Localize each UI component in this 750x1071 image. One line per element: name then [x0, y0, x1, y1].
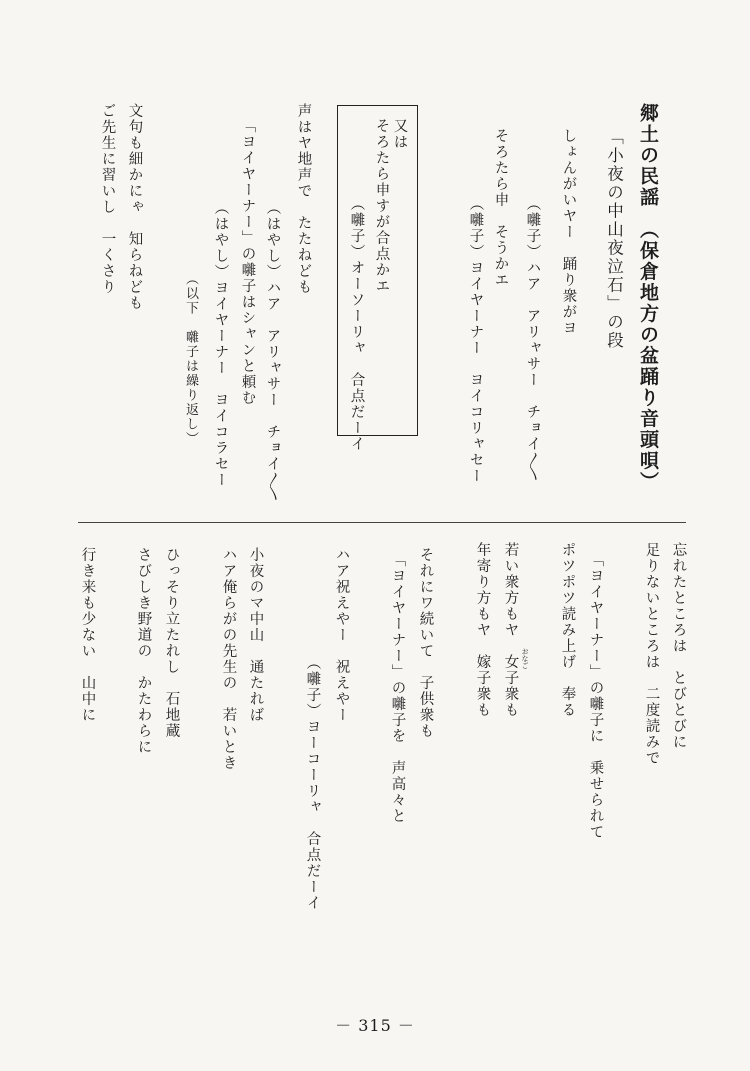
- song-title: 郷土の民謡 （保倉地方の盆踊り音頭唄）: [637, 103, 659, 493]
- box-chorus-line: （囃子）オーソーリャ 合点だーイ: [348, 196, 365, 452]
- verse-line: ひっそり立たれし 石地蔵: [163, 547, 180, 739]
- chorus-line: （囃子）ハア アリャサー チョイ〳〵: [524, 196, 541, 483]
- furigana-onago: おなご: [521, 648, 529, 669]
- verse-line: 「ヨイヤーナー」の囃子を 声高々と: [389, 552, 406, 824]
- verse-line: そろたら申 そうかエ: [492, 128, 509, 288]
- chorus-call-line: ハア祝えやー 祝えやー: [333, 547, 350, 723]
- box-line: そろたら申すが合点かエ: [373, 118, 390, 294]
- page-number: － 315 －: [335, 1016, 415, 1035]
- verse-line: ご先生に習いし 一くさり: [99, 103, 116, 295]
- verse-line: 文句も細かにゃ 知らねども: [126, 103, 143, 311]
- verse-line: ハア俺らがの先生の 若いとき: [220, 547, 237, 771]
- verse-line: それにワ続いて 子供衆も: [417, 547, 434, 739]
- verse-line: ポツポツ読み上げ 奉る: [559, 542, 576, 718]
- verse-line: 「ヨイヤーナー」の囃子に 乗せられて: [587, 552, 604, 840]
- chorus-line: （囃子）ヨーコーリャ 合点だーイ: [304, 655, 321, 911]
- repeat-note: （以下 囃子は繰り返し）: [183, 272, 198, 446]
- verse-line: 忘れたところは とびとびに: [670, 542, 687, 750]
- verse-line: 行き来も少ない 山中に: [79, 547, 96, 723]
- verse-line: 小夜のマ中山 通たれば: [247, 547, 264, 723]
- verse-line: 「ヨイヤーナー」の囃子はシャンと頼む: [239, 118, 256, 406]
- chorus-line: （はやし）ハア アリャサー チョイ〳〵: [264, 200, 281, 503]
- section-divider: [78, 522, 686, 523]
- verse-line: 声はヤ地声で たたねども: [295, 103, 312, 295]
- song-subtitle: 「小夜の中山夜泣石」の段: [604, 128, 624, 350]
- chorus-line: （囃子）ヨイヤーナー ヨイコリャセー: [467, 196, 484, 484]
- verse-line: 年寄り方もヤ 嫁子衆も: [474, 542, 491, 718]
- chorus-line: （はやし）ヨイヤーナー ヨイコラセー: [212, 200, 229, 488]
- verse-line: さびしき野道の かたわらに: [135, 547, 152, 755]
- box-line: 又は: [391, 118, 408, 150]
- verse-line: 足りないところは 二度読みで: [643, 542, 660, 766]
- verse-line: しょんがいヤー 踊り衆がヨ: [560, 128, 577, 336]
- verse-line: 若い衆方もヤ 女子衆も: [502, 542, 519, 718]
